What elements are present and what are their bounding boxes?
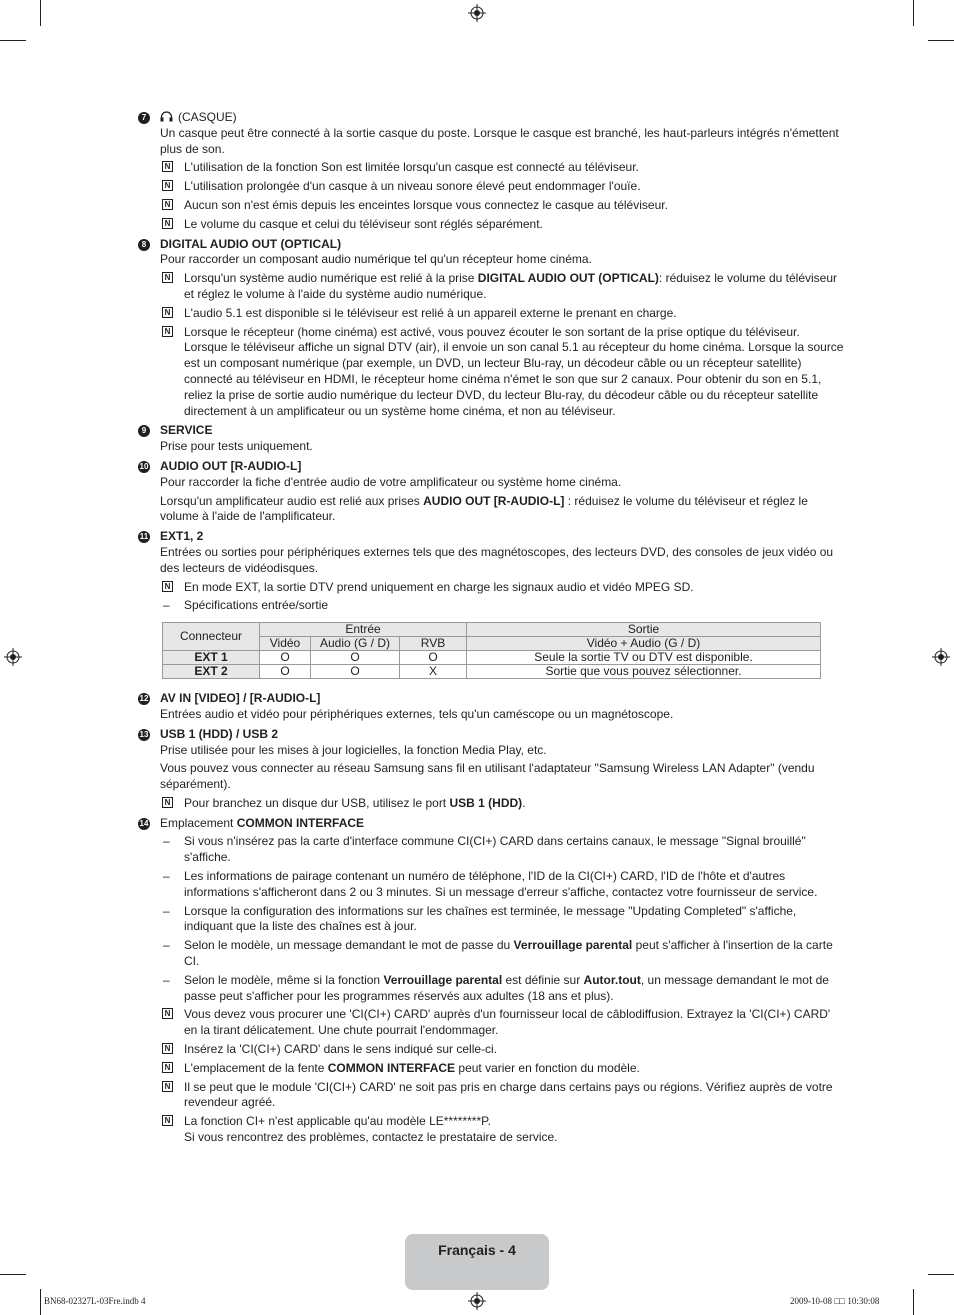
- section-number-badge: 7: [138, 112, 150, 124]
- text: Lorsque la configuration des informations sur les chaînes est terminée, le message "Updating Completed" s'affiche, indiquant que la liste des chaînes est à jour.: [184, 903, 797, 934]
- section-title: [160, 237, 844, 253]
- section-10: [138, 459, 844, 525]
- dash-mark: –: [163, 903, 170, 918]
- text: Lorsqu'un système audio numérique est relié à la prise: [184, 271, 478, 286]
- note-item: [160, 271, 844, 303]
- bold-term: COMMON INTERFACE: [327, 1060, 456, 1075]
- text: La fonction CI+ n'est applicable qu'au modèle LE********P. Si vous rencontrez des problèmes, contactez le prestataire de service.: [184, 1114, 558, 1145]
- section-number-badge: 12: [139, 694, 149, 704]
- dash-mark: –: [163, 598, 170, 613]
- paragraph: [160, 545, 844, 577]
- headphone-icon: [160, 110, 178, 124]
- section-title: [160, 110, 844, 126]
- crop-mark: [0, 40, 26, 41]
- bold-term: AUDIO OUT [R-AUDIO-L]: [423, 493, 565, 508]
- registration-mark-icon: [468, 4, 486, 22]
- section-title: [160, 423, 844, 439]
- paragraph: [160, 126, 844, 158]
- note-item: [160, 179, 844, 195]
- header-sortie: Sortie: [467, 623, 821, 637]
- subheader-cell: Vidéo: [260, 637, 311, 651]
- table-header-row: [163, 623, 821, 637]
- section-12: [138, 691, 844, 723]
- note-item: [160, 1042, 844, 1058]
- note-item: [160, 796, 844, 812]
- paragraph: [160, 761, 844, 793]
- dash-item: [160, 904, 844, 936]
- dash-mark: –: [163, 869, 170, 884]
- crop-mark: [40, 1289, 41, 1315]
- table-cell: O: [260, 665, 311, 679]
- section-number-badge: 10: [139, 461, 149, 471]
- bold-term: Autor.tout: [583, 972, 641, 987]
- table-cell: Sortie que vous pouvez sélectionner.: [467, 665, 821, 679]
- registration-mark-icon: [468, 1292, 486, 1310]
- text: Pour branchez un disque dur USB, utilisez le port: [184, 795, 450, 810]
- note-icon: N: [162, 272, 173, 283]
- section-14: [138, 816, 844, 1146]
- text: Le volume du casque et celui du téléviseur sont réglés séparément.: [184, 216, 543, 231]
- note-item: [160, 1114, 844, 1146]
- section-number-badge: 8: [138, 239, 150, 251]
- spec-table: [162, 622, 821, 679]
- note-icon: N: [162, 1062, 173, 1073]
- text: : réduisez le volume du téléviseur et réglez le volume à l'aide du système audio numérique.: [184, 271, 837, 301]
- text: Vous pouvez vous connecter au réseau Samsung sans fil en utilisant l'adaptateur "Samsung Wireless LAN Adapter" (vendu séparément).: [160, 761, 815, 792]
- crop-mark: [0, 1274, 26, 1275]
- bold-term: Verrouillage parental: [513, 938, 633, 953]
- note-item: [160, 1061, 844, 1077]
- dash-item: [160, 834, 844, 866]
- table-row: [163, 651, 821, 665]
- manual-content: [138, 110, 844, 1150]
- note-icon: N: [162, 581, 173, 592]
- section-number-badge: 11: [139, 532, 149, 542]
- subheader-cell: Vidéo + Audio (G / D): [467, 637, 821, 651]
- dash-item: [160, 973, 844, 1005]
- text: Entrées ou sorties pour périphériques externes tels que des magnétoscopes, des lecteurs DVD, des consoles de jeux vidéo ou des lecteurs de vidéodisques.: [160, 544, 834, 575]
- note-item: [160, 198, 844, 214]
- section-7: [138, 110, 844, 233]
- text: Il se peut que le module 'CI(CI+) CARD' ne soit pas pris en charge dans certains pays ou régions. Vérifiez auprès de votre revendeur agréé.: [184, 1079, 833, 1110]
- text: Pour raccorder un composant audio numérique tel qu'un récepteur home cinéma.: [160, 252, 592, 267]
- text: Spécifications entrée/sortie: [184, 598, 329, 613]
- text: peut varier en fonction du modèle.: [455, 1060, 640, 1075]
- text: Lorsqu'un amplificateur audio est relié aux prises: [160, 493, 424, 508]
- dash-item: [160, 938, 844, 970]
- table-cell: X: [400, 665, 467, 679]
- text: Prise pour tests uniquement.: [160, 439, 313, 454]
- text: L'utilisation de la fonction Son est limitée lorsqu'un casque est connecté au téléviseur.: [184, 160, 639, 175]
- table-cell: O: [311, 651, 400, 665]
- registration-mark-icon: [932, 648, 950, 666]
- page-label: Français - 4: [438, 1242, 516, 1258]
- note-icon: N: [162, 161, 173, 172]
- section-8: [138, 237, 844, 420]
- paragraph: [160, 494, 844, 526]
- section-title: [160, 459, 844, 475]
- crop-mark: [928, 40, 954, 41]
- text: Prise utilisée pour les mises à jour logicielles, la fonction Media Play, etc.: [160, 742, 547, 757]
- section-9: [138, 423, 844, 455]
- text: En mode EXT, la sortie DTV prend uniquement en charge les signaux audio et vidéo MPEG SD.: [184, 579, 694, 594]
- text: Si vous n'insérez pas la carte d'interface commune CI(CI+) CARD dans certains canaux, le message "Signal brouillé" s'affiche.: [184, 834, 806, 865]
- dash-mark: –: [163, 938, 170, 953]
- crop-mark: [913, 1289, 914, 1315]
- crop-mark: [928, 1274, 954, 1275]
- text: L'audio 5.1 est disponible si le téléviseur est relié à un appareil externe le prenant en charge.: [184, 305, 677, 320]
- table-row: [163, 665, 821, 679]
- dash-mark: –: [163, 834, 170, 849]
- section-title-text: USB 1 (HDD) / USB 2: [160, 726, 279, 741]
- section-title-text: AV IN [VIDEO] / [R-AUDIO-L]: [160, 691, 321, 706]
- note-item: [160, 580, 844, 596]
- text: Aucun son n'est émis depuis les enceintes lorsque vous connectez le casque au téléviseur.: [184, 197, 668, 212]
- note-icon: N: [162, 180, 173, 191]
- note-icon: N: [162, 1043, 173, 1054]
- bold-term: USB 1 (HDD): [449, 795, 523, 810]
- section-title: [160, 529, 844, 545]
- table-subheader-row: [163, 637, 821, 651]
- paragraph: [160, 475, 844, 491]
- note-icon: N: [162, 1081, 173, 1092]
- text: .: [522, 795, 526, 810]
- crop-mark: [40, 0, 41, 26]
- note-icon: N: [162, 199, 173, 210]
- section-title-text: AUDIO OUT [R-AUDIO-L]: [160, 458, 302, 473]
- paragraph: [160, 439, 844, 455]
- text: Insérez la 'CI(CI+) CARD' dans le sens indiqué sur celle-ci.: [184, 1042, 498, 1057]
- bold-term: Verrouillage parental: [383, 972, 503, 987]
- table-cell: O: [311, 665, 400, 679]
- note-item: [160, 160, 844, 176]
- section-title-text: (CASQUE): [178, 110, 237, 124]
- note-icon: N: [162, 1008, 173, 1019]
- section-13: [138, 727, 844, 812]
- note-item: [160, 306, 844, 322]
- text: Entrées audio et vidéo pour périphériques externes, tels qu'un caméscope ou un magnétoscope.: [160, 706, 674, 721]
- dash-item: [160, 598, 844, 614]
- text: L'utilisation prolongée d'un casque à un niveau sonore élevé peut endommager l'ouïe.: [184, 179, 641, 194]
- slug-right: 2009-10-08 □□ 10:30:08: [790, 1296, 880, 1306]
- section-title-text: Emplacement: [160, 815, 237, 830]
- section-title: [160, 691, 844, 707]
- table-cell: Seule la sortie TV ou DTV est disponible.: [467, 651, 821, 665]
- section-11: [138, 529, 844, 679]
- note-item: [160, 217, 844, 233]
- note-item: [160, 1080, 844, 1112]
- text: Selon le modèle, même si la fonction: [184, 972, 384, 987]
- header-connecteur: Connecteur: [163, 623, 260, 651]
- text: , un message demandant le mot de passe peut s'afficher pour les programmes réservés aux adultes (18 ans et plus).: [184, 972, 829, 1003]
- section-title: [160, 816, 844, 832]
- registration-mark-icon: [4, 648, 22, 666]
- paragraph: [160, 252, 844, 268]
- crop-mark: [913, 0, 914, 26]
- page-number-tab: [405, 1234, 549, 1290]
- text: : réduisez le volume du téléviseur et réglez le volume à l'aide de l'amplificateur.: [160, 493, 808, 524]
- section-number-badge: 9: [138, 425, 150, 437]
- text: peut s'afficher à l'insertion de la carte CI.: [184, 938, 833, 969]
- note-icon: N: [162, 307, 173, 318]
- bold-term: DIGITAL AUDIO OUT (OPTICAL): [477, 271, 659, 286]
- text: L'emplacement de la fente: [184, 1060, 328, 1075]
- paragraph: [160, 743, 844, 759]
- text: est définie sur: [502, 972, 584, 987]
- paragraph: [160, 707, 844, 723]
- section-title-text: SERVICE: [160, 423, 213, 438]
- section-title-text: DIGITAL AUDIO OUT (OPTICAL): [160, 236, 342, 251]
- note-icon: N: [162, 326, 173, 337]
- note-item: [160, 325, 844, 420]
- text: Pour raccorder la fiche d'entrée audio de votre amplificateur ou système home cinéma.: [160, 474, 622, 489]
- header-entree: Entrée: [260, 623, 467, 637]
- table-cell: EXT 2: [163, 665, 260, 679]
- note-icon: N: [162, 218, 173, 229]
- note-icon: N: [162, 797, 173, 808]
- note-icon: N: [162, 1115, 173, 1126]
- subheader-cell: RVB: [400, 637, 467, 651]
- dash-item: [160, 869, 844, 901]
- dash-mark: –: [163, 972, 170, 987]
- text: Un casque peut être connecté à la sortie casque du poste. Lorsque le casque est branché, les haut-parleurs intégrés n'émettent plus de son.: [160, 125, 839, 156]
- section-title-text: EXT1, 2: [160, 529, 204, 544]
- section-number-badge: 14: [139, 818, 149, 828]
- table-cell: O: [260, 651, 311, 665]
- table-cell: EXT 1: [163, 651, 260, 665]
- table-cell: O: [400, 651, 467, 665]
- subheader-cell: Audio (G / D): [311, 637, 400, 651]
- text: Lorsque le récepteur (home cinéma) est activé, vous pouvez écouter le son sortant de la prise optique du téléviseur. Lorsque le téléviseur affiche un signal DTV (air), il envoie un son canal 5.1 au récepteur du home cinéma. Lorsque la source est un composant numérique (par exemple, un DVD, un lecteur Blu-ray, un décodeur câble ou un récepteur satellite) connecté au téléviseur en HDMI, le récepteur home cinéma n'émet le son que sur 2 canaux. Pour obtenir du son en 5.1, reliez la prise de sortie audio numérique du lecteur DVD, du lecteur Blu-ray, du décodeur câble ou du récepteur satellite directement à un amplificateur ou un système home cinéma, et non au téléviseur.: [184, 324, 844, 418]
- text: Selon le modèle, un message demandant le mot de passe du: [184, 938, 514, 953]
- slug-left: BN68-02327L-03Fre.indb 4: [44, 1296, 146, 1306]
- section-number-badge: 13: [139, 729, 149, 739]
- section-title: [160, 727, 844, 743]
- note-item: [160, 1007, 844, 1039]
- text: Les informations de pairage contenant un numéro de téléphone, l'ID de la CI(CI+) CARD, l'ID de l'hôte et d'autres informations s'afficheront dans 2 ou 3 minutes. Si un message d'erreur s'affiche, contactez votre fournisseur de service.: [184, 869, 818, 899]
- text: Vous devez vous procurer une 'CI(CI+) CARD' auprès d'un fournisseur local de câblodiffusion. Extrayez la 'CI(CI+) CARD' en la tirant délicatement. Une chute pourrait l'endommager.: [184, 1007, 831, 1038]
- bold-term: COMMON INTERFACE: [236, 815, 365, 830]
